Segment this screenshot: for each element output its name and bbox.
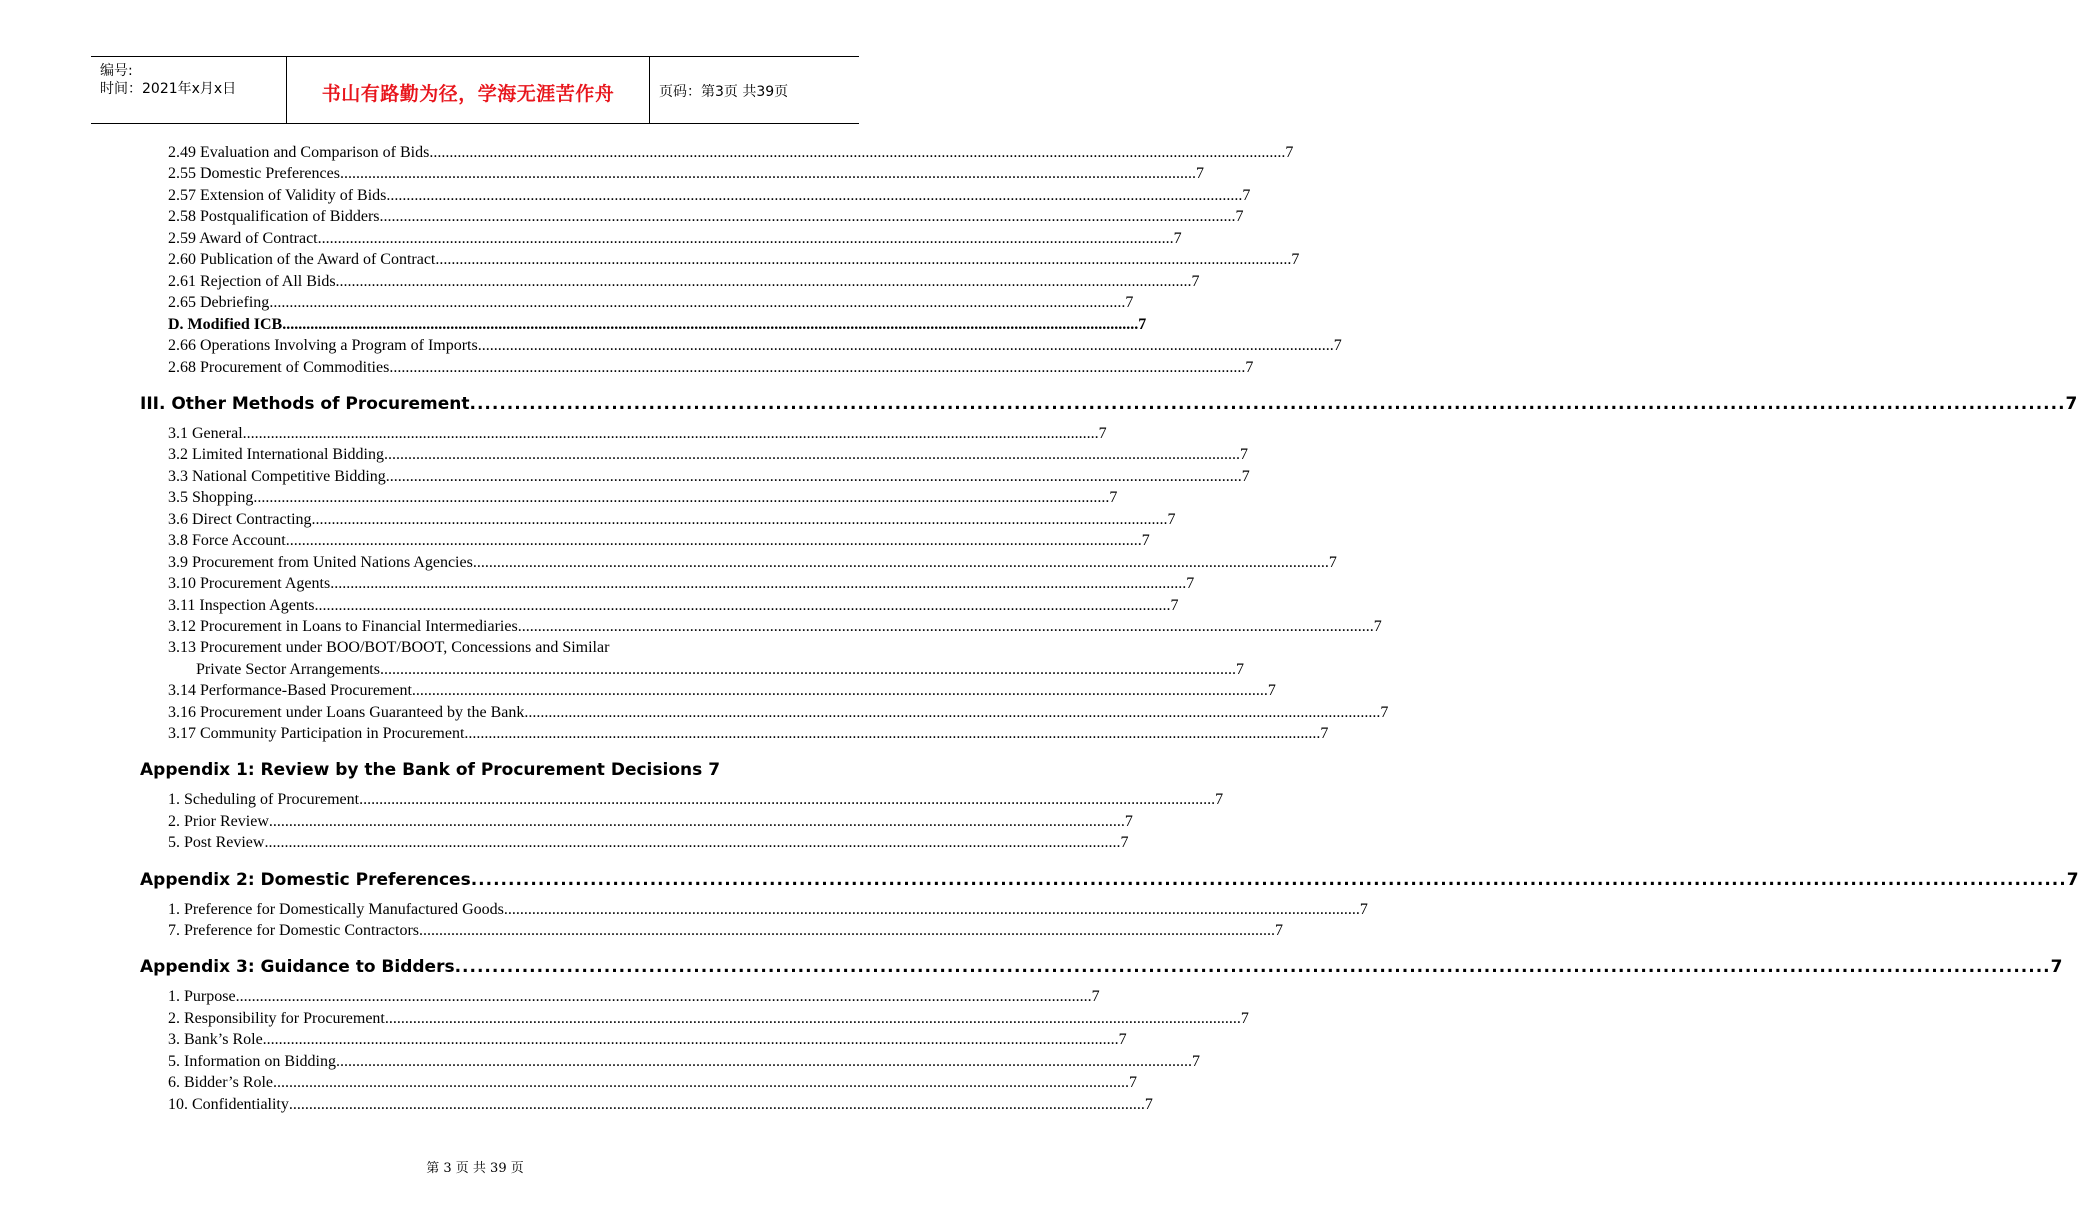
header-page-cell	[650, 57, 859, 123]
toc-entry[interactable]: 2.65 Debriefing ...................................................................................................................................................................................................................... 7	[168, 294, 1134, 311]
toc-entry[interactable]: 2.58 Postqualification of Bidders ...................................................................................................................................................................................................................... 7	[168, 208, 1244, 225]
toc-entry[interactable]: 2.59 Award of Contract ...................................................................................................................................................................................................................... 7	[168, 230, 1182, 247]
header-meta-cell	[91, 57, 287, 123]
toc-subheading-entry[interactable]: D. Modified ICB ...................................................................................................................................................................................................................... 7	[168, 316, 1147, 333]
toc-entry[interactable]: 5. Information on Bidding ...................................................................................................................................................................................................................... 7	[168, 1053, 1200, 1070]
toc-entry[interactable]: 3.5 Shopping ...................................................................................................................................................................................................................... 7	[168, 489, 1118, 506]
toc-entry[interactable]: 2.57 Extension of Validity of Bids ...................................................................................................................................................................................................................... 7	[168, 187, 1251, 204]
toc-entry[interactable]: 2. Prior Review ...................................................................................................................................................................................................................... 7	[168, 813, 1133, 830]
toc-section-heading[interactable]: III. Other Methods of Procurement ...................................................................................................................................................................................................................... 7	[140, 394, 2078, 414]
toc-entry[interactable]: 2.68 Procurement of Commodities ...................................................................................................................................................................................................................... 7	[168, 359, 1254, 376]
toc-appendix-heading[interactable]: Appendix 3: Guidance to Bidders ...................................................................................................................................................................................................................... 7	[140, 957, 2063, 977]
toc-entry[interactable]: 2.60 Publication of the Award of Contract ...................................................................................................................................................................................................................... 7	[168, 251, 1300, 268]
toc-entry[interactable]: 3.8 Force Account ...................................................................................................................................................................................................................... 7	[168, 532, 1150, 549]
document-header	[91, 56, 859, 124]
toc-entry[interactable]: 3.2 Limited International Bidding ...................................................................................................................................................................................................................... 7	[168, 446, 1248, 463]
toc-entry[interactable]: 3.14 Performance-Based Procurement ...................................................................................................................................................................................................................... 7	[168, 682, 1276, 699]
toc-entry[interactable]: 3.17 Community Participation in Procurement ...................................................................................................................................................................................................................... 7	[168, 725, 1329, 742]
document-number-label: 编号:	[100, 63, 133, 79]
toc-entry[interactable]: 3.16 Procurement under Loans Guaranteed by the Bank ...................................................................................................................................................................................................................... 7	[168, 704, 1389, 721]
toc-entry[interactable]: 3.9 Procurement from United Nations Agencies ...................................................................................................................................................................................................................... 7	[168, 554, 1337, 571]
toc-entry-continuation[interactable]: Private Sector Arrangements ...................................................................................................................................................................................................................... 7	[196, 661, 1244, 678]
toc-entry[interactable]: 3.3 National Competitive Bidding ...................................................................................................................................................................................................................... 7	[168, 468, 1250, 485]
toc-entry[interactable]: 7. Preference for Domestic Contractors ...................................................................................................................................................................................................................... 7	[168, 922, 1284, 939]
toc-entry[interactable]: 3.6 Direct Contracting ...................................................................................................................................................................................................................... 7	[168, 511, 1176, 528]
header-motto-cell	[287, 57, 650, 123]
toc-entry[interactable]: 2.66 Operations Involving a Program of Imports ...................................................................................................................................................................................................................... 7	[168, 337, 1342, 354]
toc-entry[interactable]: 2.61 Rejection of All Bids ...................................................................................................................................................................................................................... 7	[168, 273, 1200, 290]
page-footer: 第 3 页 共 39 页	[426, 1161, 524, 1176]
toc-entry[interactable]: 2.55 Domestic Preferences ...................................................................................................................................................................................................................... 7	[168, 165, 1204, 182]
toc-entry[interactable]: 6. Bidder’s Role ...................................................................................................................................................................................................................... 7	[168, 1074, 1138, 1091]
toc-entry[interactable]: 10. Confidentiality ...................................................................................................................................................................................................................... 7	[168, 1096, 1153, 1113]
document-time-label: 时间：2021年x月x日	[100, 81, 237, 97]
toc-entry[interactable]: 1. Scheduling of Procurement ...................................................................................................................................................................................................................... 7	[168, 791, 1224, 808]
toc-entry-first-line[interactable]: 3.13 Procurement under BOO/BOT/BOOT, Concessions and Similar	[168, 639, 610, 656]
toc-entry[interactable]: 3.1 General ...................................................................................................................................................................................................................... 7	[168, 425, 1107, 442]
toc-entry[interactable]: 1. Purpose ...................................................................................................................................................................................................................... 7	[168, 988, 1100, 1005]
toc-entry[interactable]: 3.11 Inspection Agents ...................................................................................................................................................................................................................... 7	[168, 597, 1179, 614]
toc-entry[interactable]: 2. Responsibility for Procurement ...................................................................................................................................................................................................................... 7	[168, 1010, 1249, 1027]
toc-entry[interactable]: 3.10 Procurement Agents ...................................................................................................................................................................................................................... 7	[168, 575, 1195, 592]
toc-appendix-heading[interactable]: Appendix 1: Review by the Bank of Procurement Decisions 7	[140, 760, 721, 780]
toc-entry[interactable]: 5. Post Review ...................................................................................................................................................................................................................... 7	[168, 834, 1129, 851]
toc-entry[interactable]: 3. Bank’s Role ...................................................................................................................................................................................................................... 7	[168, 1031, 1127, 1048]
header-page-label: 页码：第3页 共39页	[659, 84, 789, 100]
toc-entry[interactable]: 2.49 Evaluation and Comparison of Bids ...................................................................................................................................................................................................................... 7	[168, 144, 1294, 161]
toc-entry[interactable]: 3.12 Procurement in Loans to Financial Intermediaries ...................................................................................................................................................................................................................... 7	[168, 618, 1382, 635]
header-motto: 书山有路勤为径，学海无涯苦作舟	[321, 83, 615, 105]
toc-appendix-heading[interactable]: Appendix 2: Domestic Preferences ...................................................................................................................................................................................................................... 7	[140, 870, 2079, 890]
toc-entry[interactable]: 1. Preference for Domestically Manufactured Goods ...................................................................................................................................................................................................................... 7	[168, 901, 1368, 918]
